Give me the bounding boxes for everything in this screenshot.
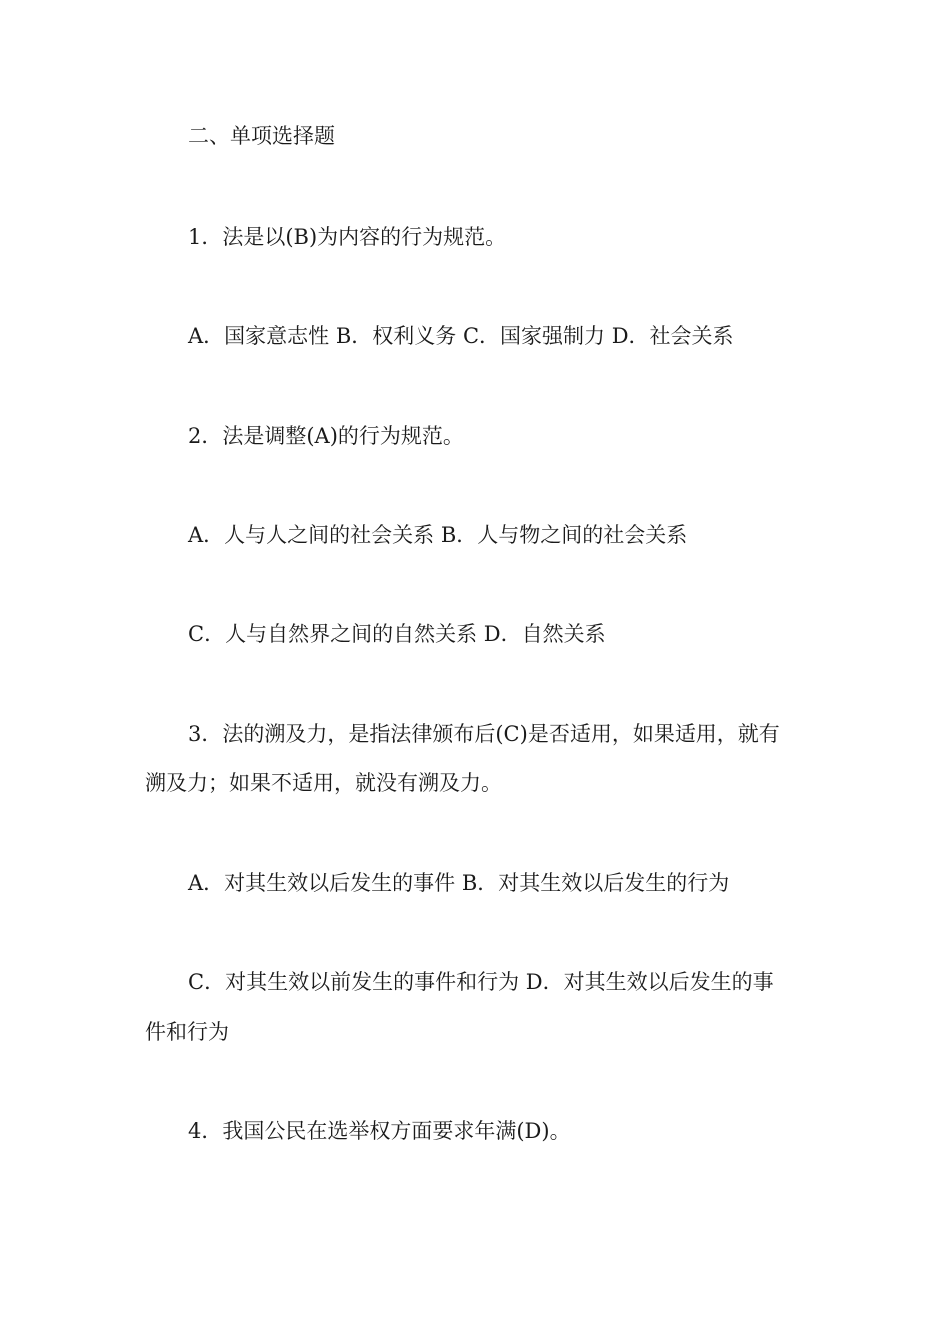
question-2-stem: 2．法是调整(A)的行为规范。 [188, 424, 464, 448]
question-1-options: A．国家意志性 B．权利义务 C．国家强制力 D．社会关系 [188, 324, 734, 348]
question-3-options-cd-line-2: 件和行为 [145, 1020, 229, 1044]
question-3-stem-line-1: 3．法的溯及力，是指法律颁布后(C)是否适用，如果适用，就有 [188, 722, 780, 746]
question-4-stem: 4．我国公民在选举权方面要求年满(D)。 [188, 1119, 571, 1143]
question-3-options-cd-line-1: C．对其生效以前发生的事件和行为 D．对其生效以后发生的事 [188, 970, 774, 994]
question-3-stem-line-2: 溯及力；如果不适用，就没有溯及力。 [145, 771, 502, 795]
question-1-stem: 1．法是以(B)为内容的行为规范。 [188, 225, 507, 249]
question-3-options-ab: A．对其生效以后发生的事件 B．对其生效以后发生的行为 [188, 871, 730, 895]
question-2-options-ab: A．人与人之间的社会关系 B．人与物之间的社会关系 [188, 523, 688, 547]
question-2-options-cd: C．人与自然界之间的自然关系 D．自然关系 [188, 622, 606, 646]
section-heading: 二、单项选择题 [188, 124, 335, 148]
